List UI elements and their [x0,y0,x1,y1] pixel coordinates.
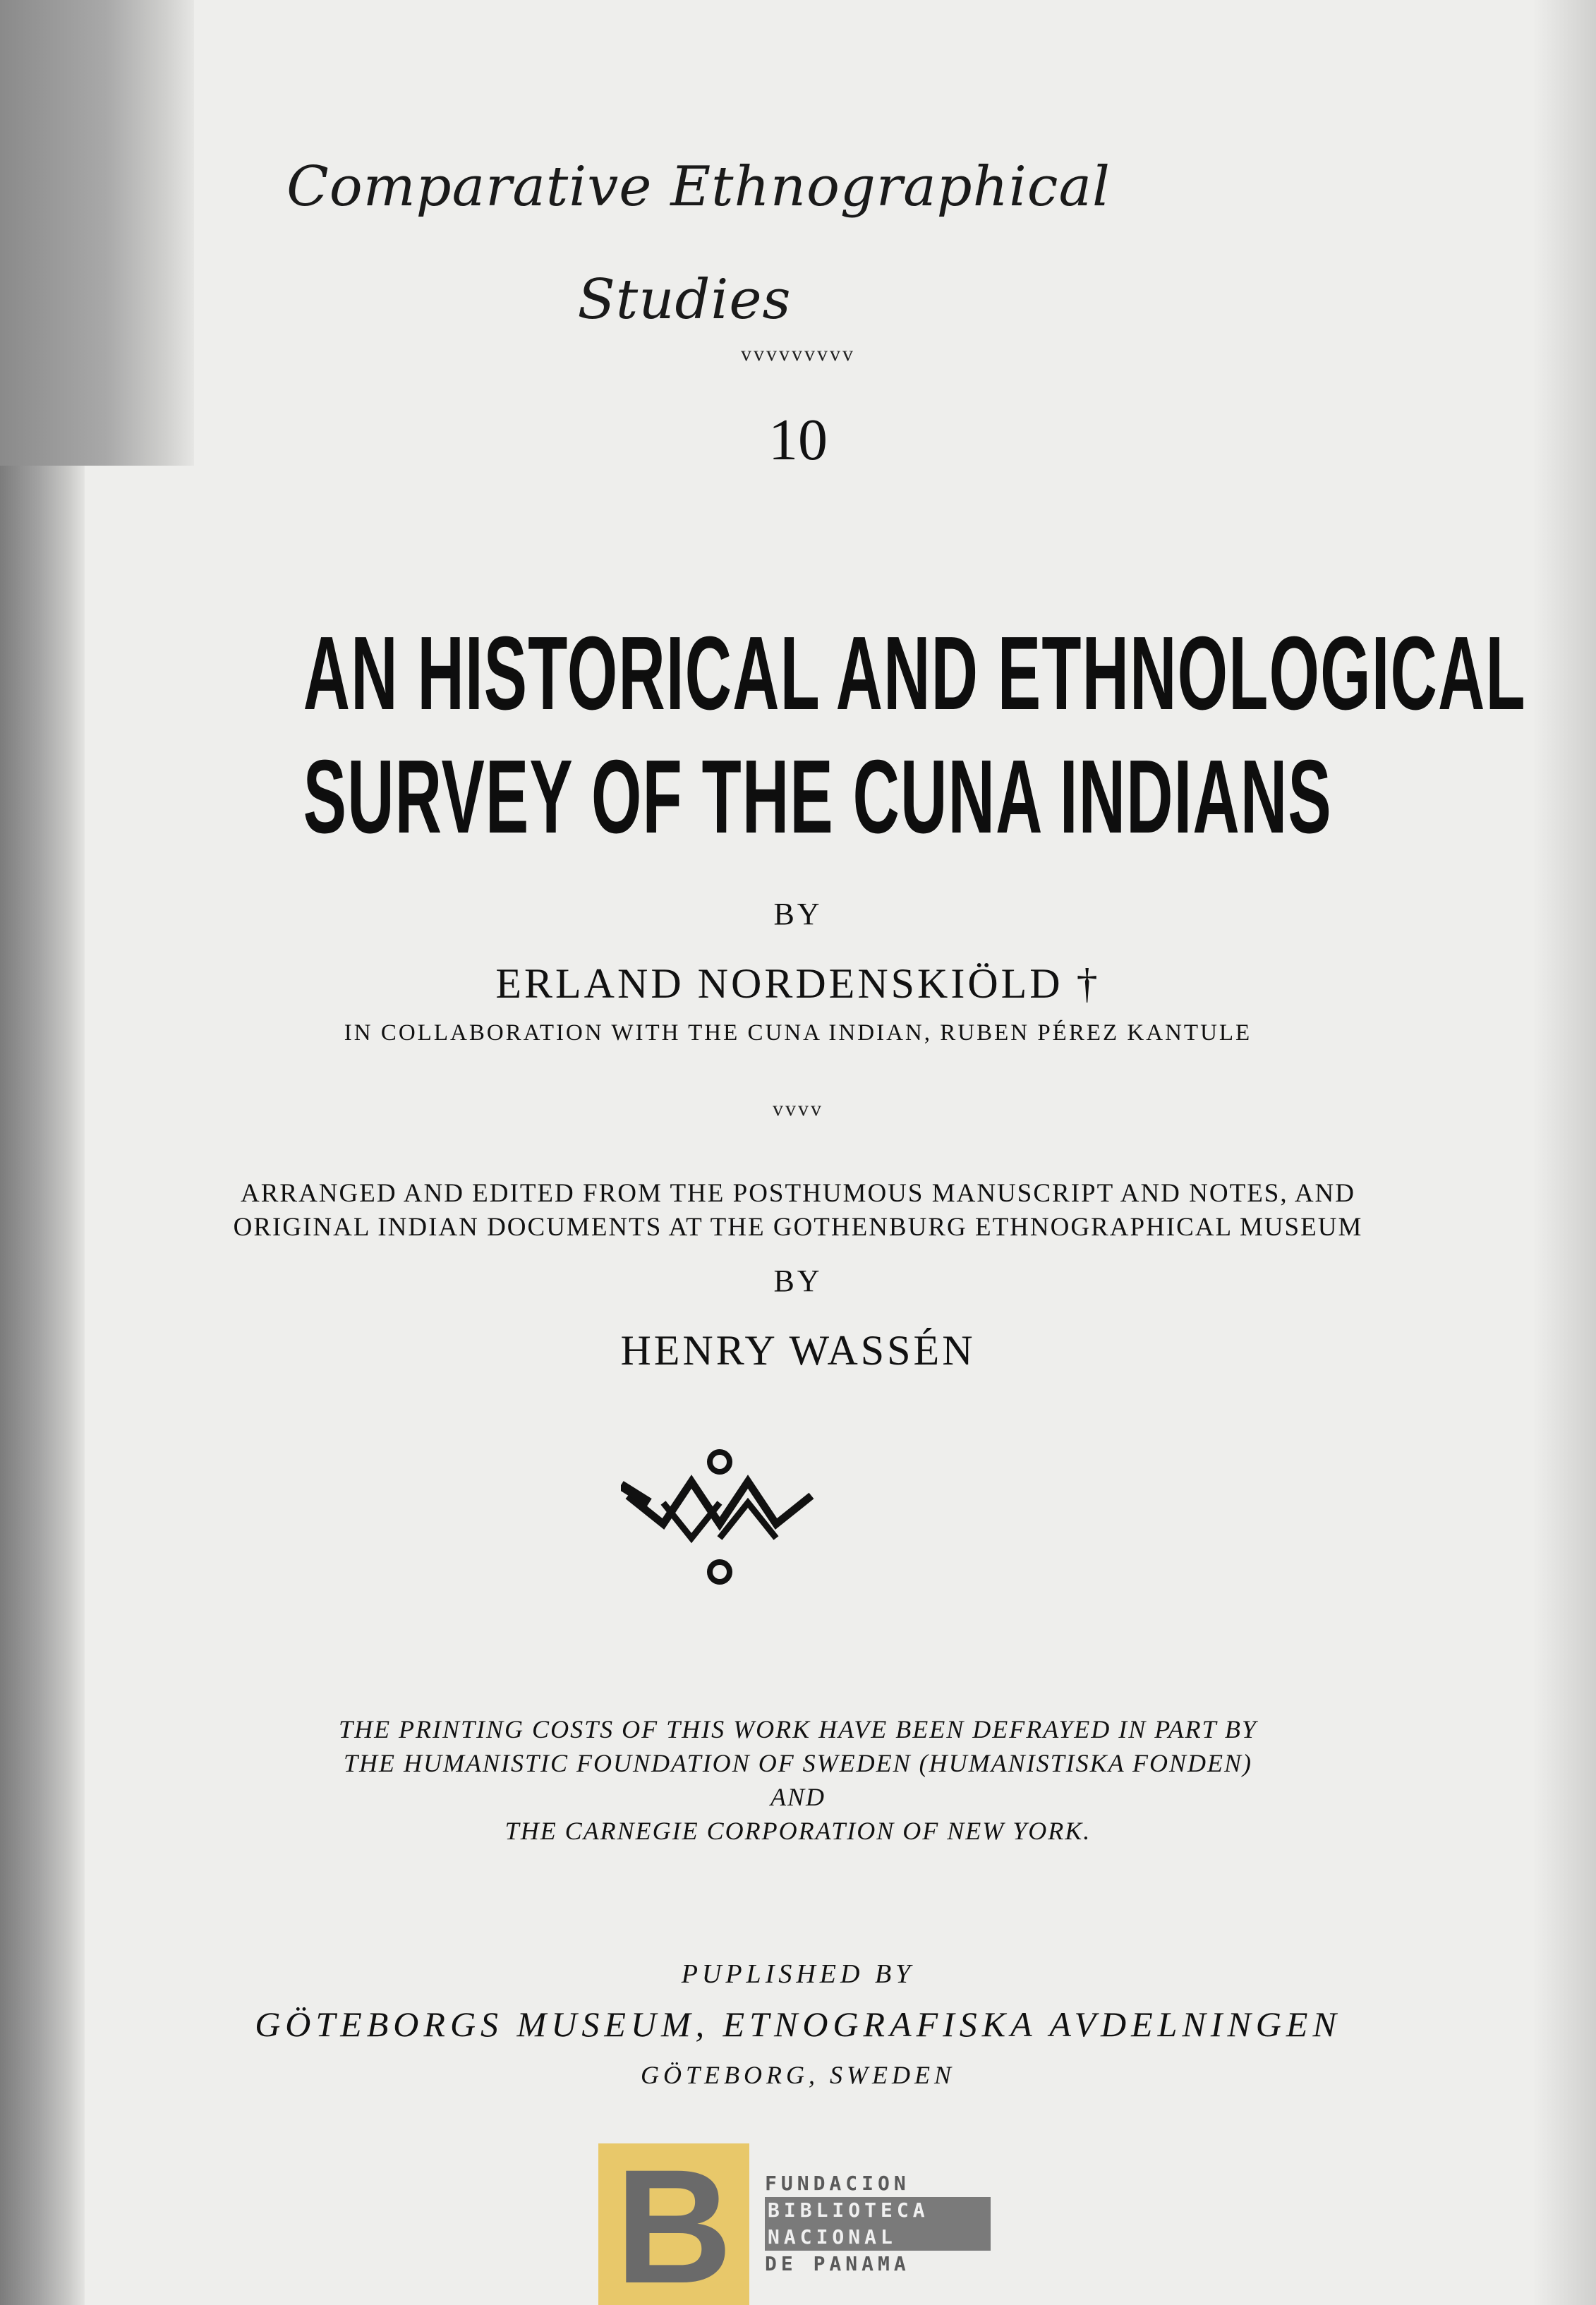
editor-name: HENRY WASSÉN [620,1327,976,1374]
funding-note-line3: AND [770,1783,826,1811]
main-title-line2: SURVEY OF THE CUNA INDIANS [303,739,1332,855]
funding-note-line4: THE CARNEGIE CORPORATION OF NEW YORK. [504,1817,1092,1845]
publisher-name: GÖTEBORGS MUSEUM, ETNOGRAFISKA AVDELNINGEN [255,2004,1341,2044]
library-name-line4: DE PANAMA [765,2252,910,2275]
library-logo-letter: B [615,2136,733,2305]
main-title-line1: AN HISTORICAL AND ETHNOLOGICAL [303,615,1526,732]
by-label: BY [773,897,823,931]
arranged-line1: ARRANGED AND EDITED FROM THE POSTHUMOUS MANUSCRIPT AND NOTES, AND [241,1179,1355,1208]
library-name-line1: FUNDACION [765,2172,910,2195]
author-name: ERLAND NORDENSKIÖLD † [495,960,1101,1007]
library-logo-square [598,2136,749,2305]
series-title-line1: Comparative Ethnographical [286,155,1111,219]
arranged-line2: ORIGINAL INDIAN DOCUMENTS AT THE GOTHENBURG ETHNOGRAPHICAL MUSEUM [233,1213,1363,1242]
funding-note-line2: THE HUMANISTIC FOUNDATION OF SWEDEN (HUMANISTISKA FONDEN) [344,1749,1252,1777]
library-name [765,2170,991,2277]
series-number: 10 [768,407,828,473]
page-left-margin-upper [0,0,194,466]
collaboration-line: IN COLLABORATION WITH THE CUNA INDIAN, RUBEN PÉREZ KANTULE [344,1020,1252,1046]
series-title-line2: Studies [577,268,792,332]
publisher-city: GÖTEBORG, SWEDEN [641,2061,955,2089]
by-label-editor: BY [773,1264,823,1298]
funding-note-line1: THE PRINTING COSTS OF THIS WORK HAVE BEEN DEFRAYED IN PART BY [339,1715,1257,1743]
library-name-line3: NACIONAL [765,2224,991,2251]
published-by-label: PUPLISHED BY [681,1959,915,1989]
cuna-emblem-icon [621,1446,818,1587]
section-ornament: vvvv [773,1097,823,1120]
library-name-line2: BIBLIOTECA [765,2197,991,2224]
series-ornament: vvvvvvvvv [741,342,855,365]
library-stamp [598,2136,993,2305]
